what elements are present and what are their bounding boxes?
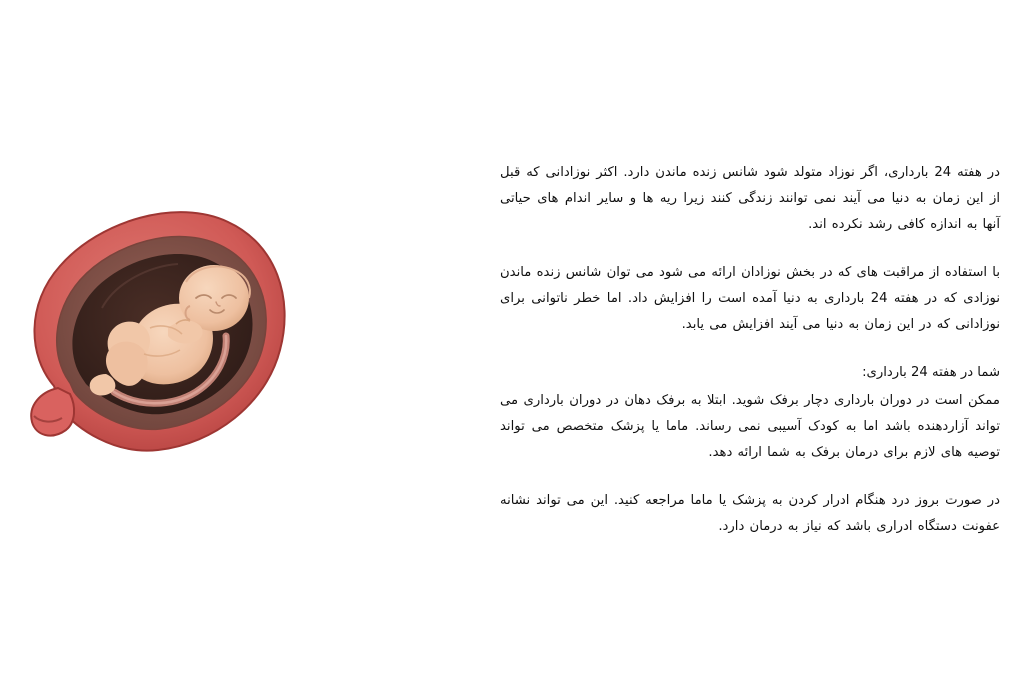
article-text-column (500, 160, 1000, 540)
paragraph-4: در صورت بروز درد هنگام ادرار کردن به پزشک یا ماما مراجعه کنید. این می تواند نشانه عفونت دستگاه ادراری باشد که نیاز به درمان دارد. (500, 493, 1000, 534)
fetus-in-uterus-illustration (18, 178, 303, 478)
paragraph-2: با استفاده از مراقبت های که در بخش نوزادان ارائه می شود می توان شانس زنده ماندن نوزادی که در هفته 24 بارداری به دنیا آمده است را افزایش داد. اما خطر ناتوانی برای نوزادانی که در این زمان به دنیا می آیند افزایش می یابد. (500, 265, 1000, 332)
paragraph-1: در هفته 24 بارداری، اگر نوزاد متولد شود شانس زنده ماندن دارد. اکثر نوزادانی که قبل از این زمان به دنیا می آیند نمی توانند زندگی کنند زیرا ریه ها و سایر اندام های حیاتی آنها به اندازه کافی رشد نکرده اند. (500, 165, 1000, 232)
section-heading: شما در هفته 24 بارداری: (862, 365, 1000, 380)
paragraph-3: ممکن است در دوران بارداری دچار برفک شوید. ابتلا به برفک دهان در دوران بارداری می تواند آزاردهنده باشد اما به کودک آسیبی نمی رساند. ماما یا پزشک متخصص می تواند توصیه های لازم برای درمان برفک به شما ارائه دهد. (500, 393, 1000, 460)
